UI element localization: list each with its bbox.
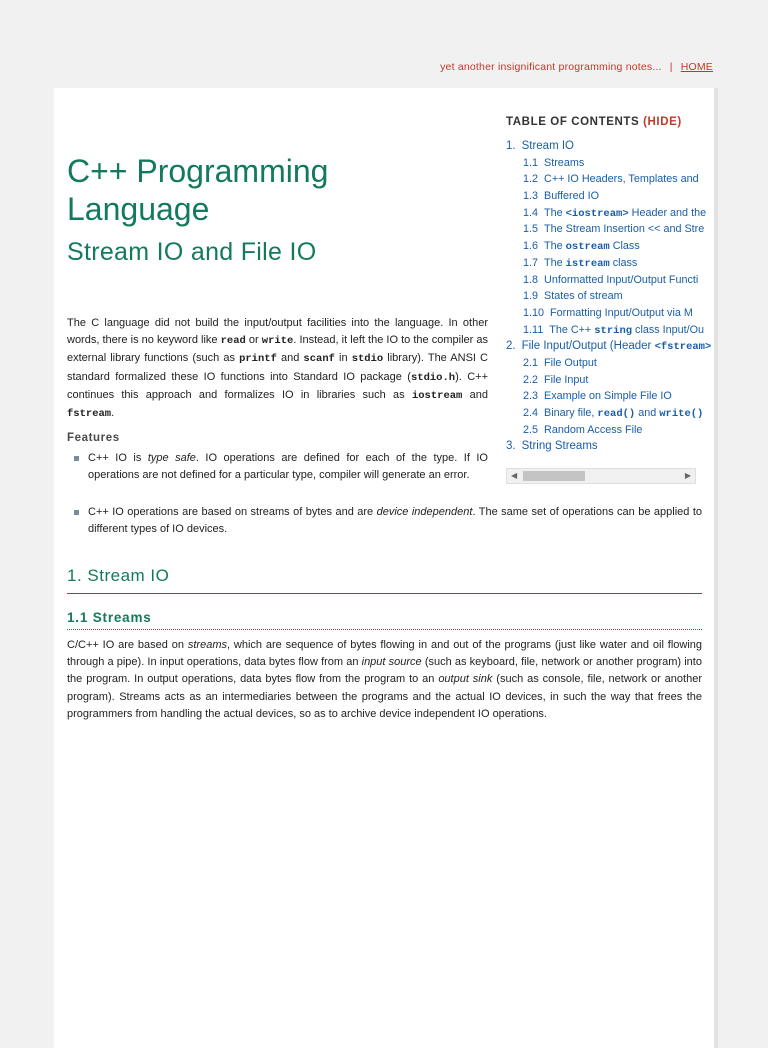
toc-item-number: 1.10: [523, 306, 545, 319]
toc-item[interactable]: [506, 155, 696, 172]
toc-item-label: Class: [609, 240, 640, 253]
para-text: (such as keyboard, file, network or another program) into the program. In output operations, data bytes flow from the program to an: [67, 656, 702, 686]
toc-item[interactable]: [506, 355, 696, 372]
toc-item-number: 3.: [506, 440, 516, 453]
para-text: , which are sequence of bytes flowing in and out of the programs (just like water and oil flowing through a pipe). In input operations, data bytes flow from an: [67, 639, 703, 669]
toc-item[interactable]: [506, 288, 696, 305]
feature-emphasis: type safe: [147, 452, 196, 464]
intro-text: The C language did not build the input/output facilities into the language. In other words, there is no keyword like: [67, 317, 488, 347]
nav-separator: |: [669, 61, 673, 73]
intro-text: ). C++ continues this approach and formalizes IO in libraries such as: [67, 370, 488, 401]
intro-text: .: [111, 407, 115, 420]
toc-item[interactable]: [506, 238, 696, 255]
toc-item-number: 2.2: [523, 373, 539, 386]
toc-item[interactable]: [506, 138, 696, 155]
scroll-right-icon[interactable]: ▶: [684, 471, 691, 480]
code-keyword: write: [261, 335, 294, 348]
toc-item-number: 1.5: [523, 223, 539, 236]
feature-bullet: [74, 450, 488, 484]
section-heading: 1. Stream IO: [67, 566, 702, 594]
site-tagline: yet another insignificant programming notes...: [440, 61, 662, 73]
intro-text: and: [462, 388, 488, 401]
toc-item-number: 1.4: [523, 206, 539, 219]
code-keyword: read: [220, 335, 246, 348]
streams-paragraph: [67, 637, 702, 723]
toc-hide-toggle[interactable]: (HIDE): [643, 116, 682, 128]
toc-item-label: The: [544, 240, 566, 253]
toc-item-number: 1.2: [523, 173, 539, 186]
toc-item-number: 1.1: [523, 156, 539, 169]
toc-item-code: ostream: [565, 241, 610, 254]
toc-item-code: istream: [565, 257, 610, 270]
feature-text-part: C++ IO operations are based on streams of bytes and are: [88, 506, 377, 518]
toc-item-code: <iostream>: [565, 207, 629, 220]
toc-item-label: and: [635, 407, 660, 419]
toc-item[interactable]: [506, 255, 696, 272]
code-keyword: fstream: [67, 408, 112, 421]
para-emphasis: output sink: [438, 673, 493, 686]
toc-item-label: States of stream: [544, 290, 623, 303]
scrollbar-thumb[interactable]: [523, 471, 585, 481]
toc-item-label: File Input: [544, 373, 589, 386]
toc-item-label: The: [544, 206, 566, 219]
code-keyword: stdio.h: [410, 371, 456, 384]
toc-horizontal-scrollbar[interactable]: [506, 468, 696, 484]
toc-item[interactable]: [506, 322, 705, 339]
code-keyword: iostream: [411, 389, 463, 402]
toc-item[interactable]: [506, 221, 705, 238]
toc-item-number: 1.6: [523, 240, 539, 253]
toc-item-number: 1.3: [523, 190, 539, 203]
toc-item-label: Formatting Input/Output via M: [550, 306, 693, 319]
toc-heading: [506, 116, 696, 128]
code-keyword: scanf: [303, 353, 335, 366]
toc-item-label: Buffered IO: [544, 190, 600, 203]
bullet-square-icon: [74, 456, 79, 461]
toc-item-label: The Stream Insertion << and Stre: [544, 223, 705, 236]
toc-item-number: 2.: [506, 340, 516, 353]
toc-item-code: <fstream>: [654, 341, 712, 354]
page-subtitle: Stream IO and File IO: [67, 238, 317, 266]
intro-text: and: [276, 352, 304, 365]
toc-item-number: 1.: [506, 140, 516, 152]
toc-title: TABLE OF CONTENTS: [506, 116, 640, 128]
toc-item-number: 1.9: [523, 290, 539, 303]
para-text: C/C++ IO are based on: [67, 639, 188, 651]
toc-item-label: Header and the: [628, 206, 707, 219]
toc-item-label: class Input/Ou: [632, 323, 705, 336]
toc-list: [506, 138, 712, 455]
toc-item-code: write(): [659, 408, 704, 420]
features-heading: Features: [67, 432, 120, 444]
toc-item-number: 2.1: [523, 356, 539, 369]
page-title: C++ Programming Language: [67, 153, 329, 227]
toc-item[interactable]: [506, 388, 696, 405]
toc-item[interactable]: [506, 272, 699, 289]
top-nav: [440, 61, 713, 73]
feature-text-part: . The same set of operations can be applied to different types of IO devices.: [88, 506, 702, 536]
toc-item-label: C++ IO Headers, Templates and: [544, 173, 699, 186]
para-emphasis: input source: [361, 656, 422, 669]
feature-text-part: . IO operations are defined for each of the type. If IO operations are not defined for a particular type, compiler will generate an error.: [88, 452, 488, 482]
home-link[interactable]: HOME: [680, 61, 713, 73]
toc-item-number: 1.11: [523, 323, 544, 336]
toc-item-label: Random Access File: [544, 423, 643, 436]
toc-item-label: Unformatted Input/Output Functi: [544, 273, 699, 286]
intro-text: or: [245, 334, 262, 347]
intro-paragraph: [67, 315, 488, 423]
toc-item[interactable]: [506, 338, 712, 355]
intro-text: library). The ANSI C standard formalized these IO functions into Standard IO package (: [67, 352, 488, 383]
feature-text: [88, 504, 702, 538]
toc-item-label: Binary file,: [544, 407, 598, 419]
subsection-heading: 1.1 Streams: [67, 610, 702, 630]
toc-item-number: 2.3: [523, 390, 539, 403]
intro-text: . Instead, it left the IO to the compiler as external library functions (such as: [67, 334, 488, 365]
intro-text: in: [334, 352, 352, 365]
para-emphasis: streams: [187, 639, 227, 651]
toc-item[interactable]: [506, 205, 707, 222]
toc-item-label: class: [609, 256, 638, 269]
feature-text-part: C++ IO is: [88, 452, 148, 464]
toc-item-label: File Input/Output (Header: [521, 340, 655, 353]
code-keyword: printf: [239, 353, 277, 366]
toc-item-label: File Output: [544, 356, 597, 369]
toc-item-number: 2.5: [523, 423, 539, 436]
toc-item-code: read(): [597, 408, 636, 420]
bullet-square-icon: [74, 510, 79, 515]
feature-text: [88, 450, 488, 484]
toc-item-label: String Streams: [521, 440, 598, 453]
toc-item[interactable]: [506, 372, 696, 389]
toc-item[interactable]: [506, 305, 696, 322]
article-page: [54, 88, 718, 1048]
toc-item-number: 2.4: [523, 407, 539, 419]
toc-item[interactable]: [506, 171, 699, 188]
para-text: (such as console, file, network or another program). Streams acts as an intermediaries between the programs and the actual IO devices, in such the way that frees the programmers from handling the actual devices, so as to archive device independent IO operations.: [67, 673, 702, 720]
toc-item[interactable]: [506, 422, 696, 439]
table-of-contents: [506, 116, 712, 486]
toc-item-number: 1.8: [523, 273, 539, 286]
toc-item-label: The C++: [549, 323, 595, 336]
feature-emphasis: device independent: [376, 506, 473, 518]
toc-item[interactable]: [506, 438, 696, 455]
toc-item[interactable]: [506, 405, 704, 422]
toc-item-label: Streams: [544, 156, 585, 169]
toc-item-label: Example on Simple File IO: [544, 390, 672, 403]
toc-item[interactable]: [506, 188, 696, 205]
code-keyword: stdio: [351, 353, 384, 366]
toc-item-label: The: [544, 256, 566, 269]
scroll-left-icon[interactable]: ◀: [511, 471, 518, 480]
feature-bullet: [74, 504, 702, 538]
toc-item-number: 1.7: [523, 256, 539, 269]
toc-item-code: string: [594, 324, 633, 337]
toc-item-label: Stream IO: [521, 140, 574, 152]
